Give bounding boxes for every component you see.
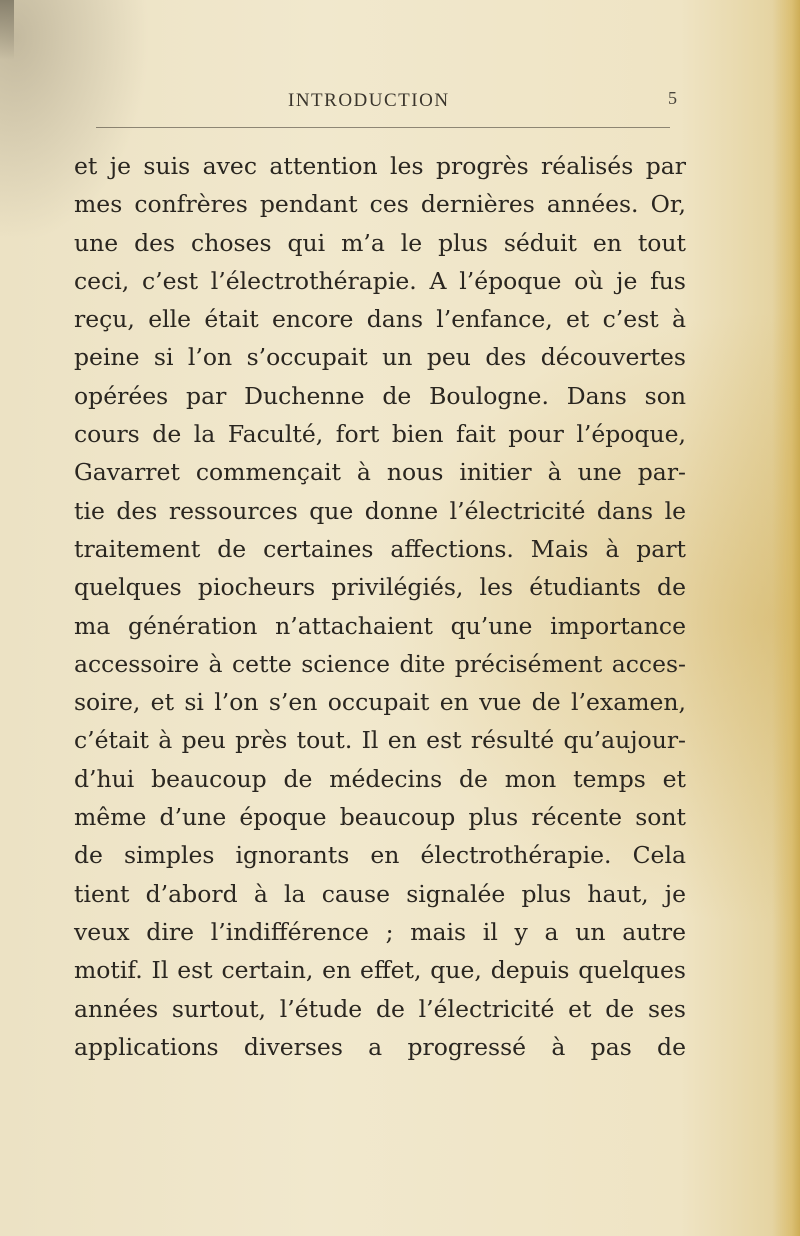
text-line: c’était à peu près tout. Il en est résulté qu’aujour- — [74, 726, 686, 755]
text-line: de simples ignorants en électrothérapie. Cela — [74, 841, 686, 870]
page-edge-discoloration — [772, 0, 800, 1236]
text-line: veux dire l’indifférence ; mais il y a un autre — [74, 917, 686, 946]
body-paragraph — [74, 147, 686, 1066]
text-line: traitement de certaines affections. Mais à part — [74, 534, 686, 563]
text-line: ceci, c’est l’électrothérapie. A l’époque où je fus — [74, 266, 686, 295]
text-line: reçu, elle était encore dans l’enfance, et c’est à — [74, 305, 686, 334]
text-line: peine si l’on s’occupait un peu des découvertes — [74, 343, 686, 372]
text-line: une des choses qui m’a le plus séduit en tout — [74, 228, 686, 257]
text-line: cours de la Faculté, fort bien fait pour l’époque, — [74, 420, 686, 449]
text-line: soire, et si l’on s’en occupait en vue de l’examen, — [74, 688, 686, 717]
text-line: tie des ressources que donne l’électricité dans le — [74, 496, 686, 525]
text-line: Gavarret commençait à nous initier à une par- — [74, 458, 686, 487]
text-line: motif. Il est certain, en effet, que, depuis quelques — [74, 956, 686, 985]
text-line: mes confrères pendant ces dernières années. Or, — [74, 190, 686, 219]
text-line: applications diverses a progressé à pas de — [74, 1032, 686, 1061]
text-line: tient d’abord à la cause signalée plus haut, je — [74, 879, 686, 908]
text-line: ma génération n’attachaient qu’une importance — [74, 611, 686, 640]
page-corner-shadow — [0, 0, 14, 60]
text-line: accessoire à cette science dite précisément acces- — [74, 649, 686, 678]
text-line: opérées par Duchenne de Boulogne. Dans son — [74, 381, 686, 410]
text-line: et je suis avec attention les progrès réalisés par — [74, 152, 686, 180]
text-line: d’hui beaucoup de médecins de mon temps et — [74, 764, 686, 793]
running-header: INTRODUCTION — [288, 90, 450, 111]
text-line: même d’une époque beaucoup plus récente sont — [74, 803, 686, 832]
page-number: 5 — [668, 88, 677, 108]
text-line: quelques piocheurs privilégiés, les étudiants de — [74, 573, 686, 602]
header-rule — [96, 127, 670, 128]
text-line: années surtout, l’étude de l’électricité et de ses — [74, 994, 686, 1023]
